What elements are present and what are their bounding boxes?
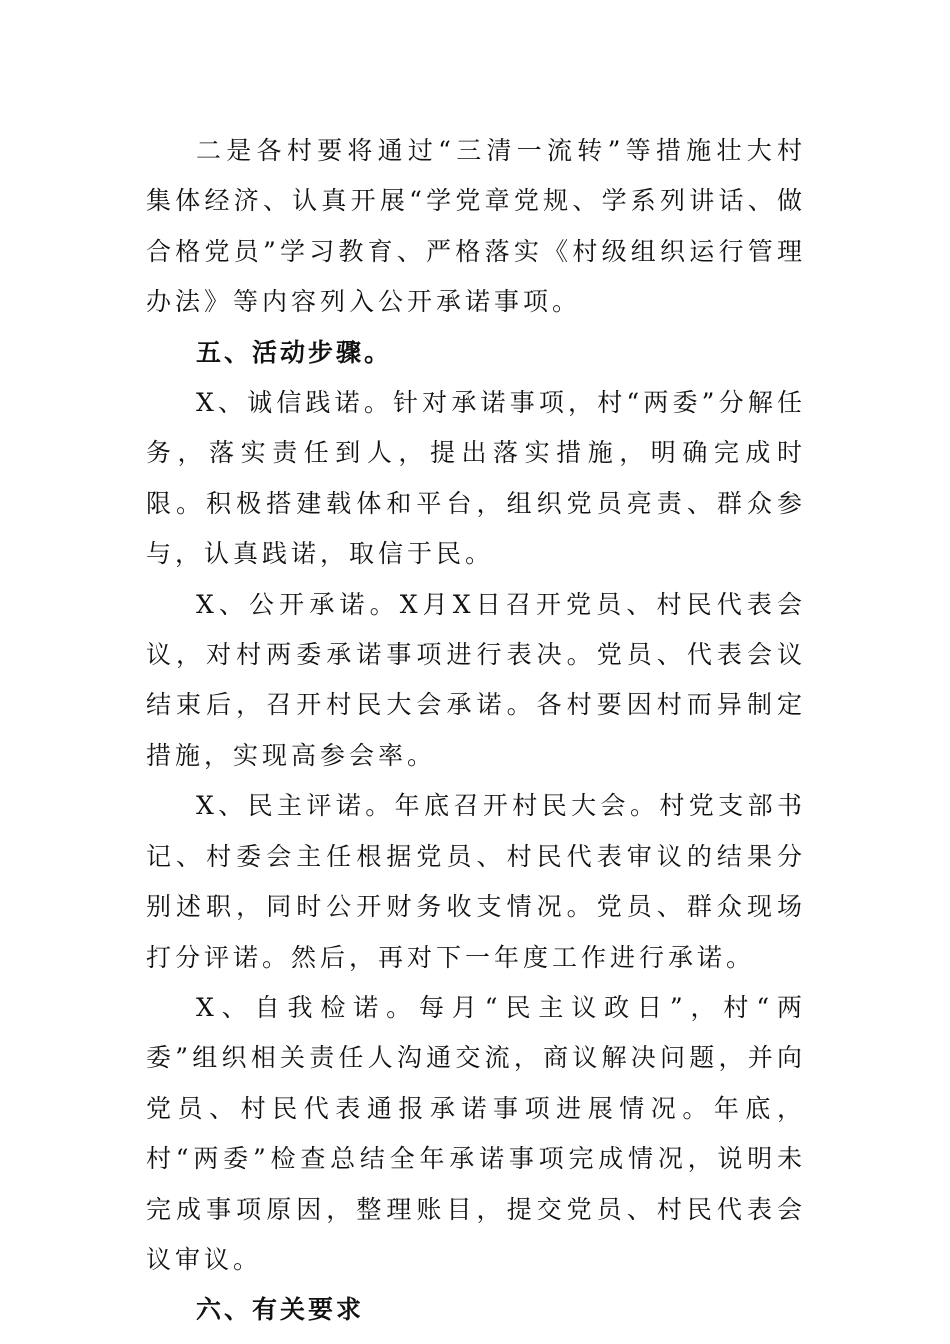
- paragraph-step-self-inspection: X、自我检诺。每月“民主议政日”，村“两委”组织相关责任人沟通交流，商议解决问题，并向党员、村民代表通报承诺事项进展情况。年底，村“两委”检查总结全年承诺事项完成情况，说明未完成事项原因，整理账目，提交党员、村民代表会议审议。: [146, 992, 806, 1274]
- paragraph-step-honest-fulfillment: X、诚信践诺。针对承诺事项，村“两委”分解任务，落实责任到人，提出落实措施，明确完成时限。积极搭建载体和平台，组织党员亮责、群众参与，认真践诺，取信于民。: [146, 388, 806, 569]
- paragraph-step-democratic-review: X、民主评诺。年底召开村民大会。村党支部书记、村委会主任根据党员、村民代表审议的结果分别述职，同时公开财务收支情况。党员、群众现场打分评诺。然后，再对下一年度工作进行承诺。: [146, 791, 806, 972]
- paragraph-commitment-items: 二是各村要将通过“三清一流转”等措施壮大村集体经济、认真开展“学党章党规、学系列讲话、做合格党员”学习教育、严格落实《村级组织运行管理办法》等内容列入公开承诺事项。: [146, 136, 806, 317]
- section-heading-requirements: 六、有关要求: [196, 1295, 365, 1325]
- document-page: [146, 126, 806, 1336]
- paragraph-step-public-commitment: X、公开承诺。X月X日召开党员、村民代表会议，对村两委承诺事项进行表决。党员、代表会议结束后，召开村民大会承诺。各村要因村而异制定措施，实现高参会率。: [146, 589, 806, 770]
- section-heading-activity-steps: 五、活动步骤。: [196, 337, 393, 367]
